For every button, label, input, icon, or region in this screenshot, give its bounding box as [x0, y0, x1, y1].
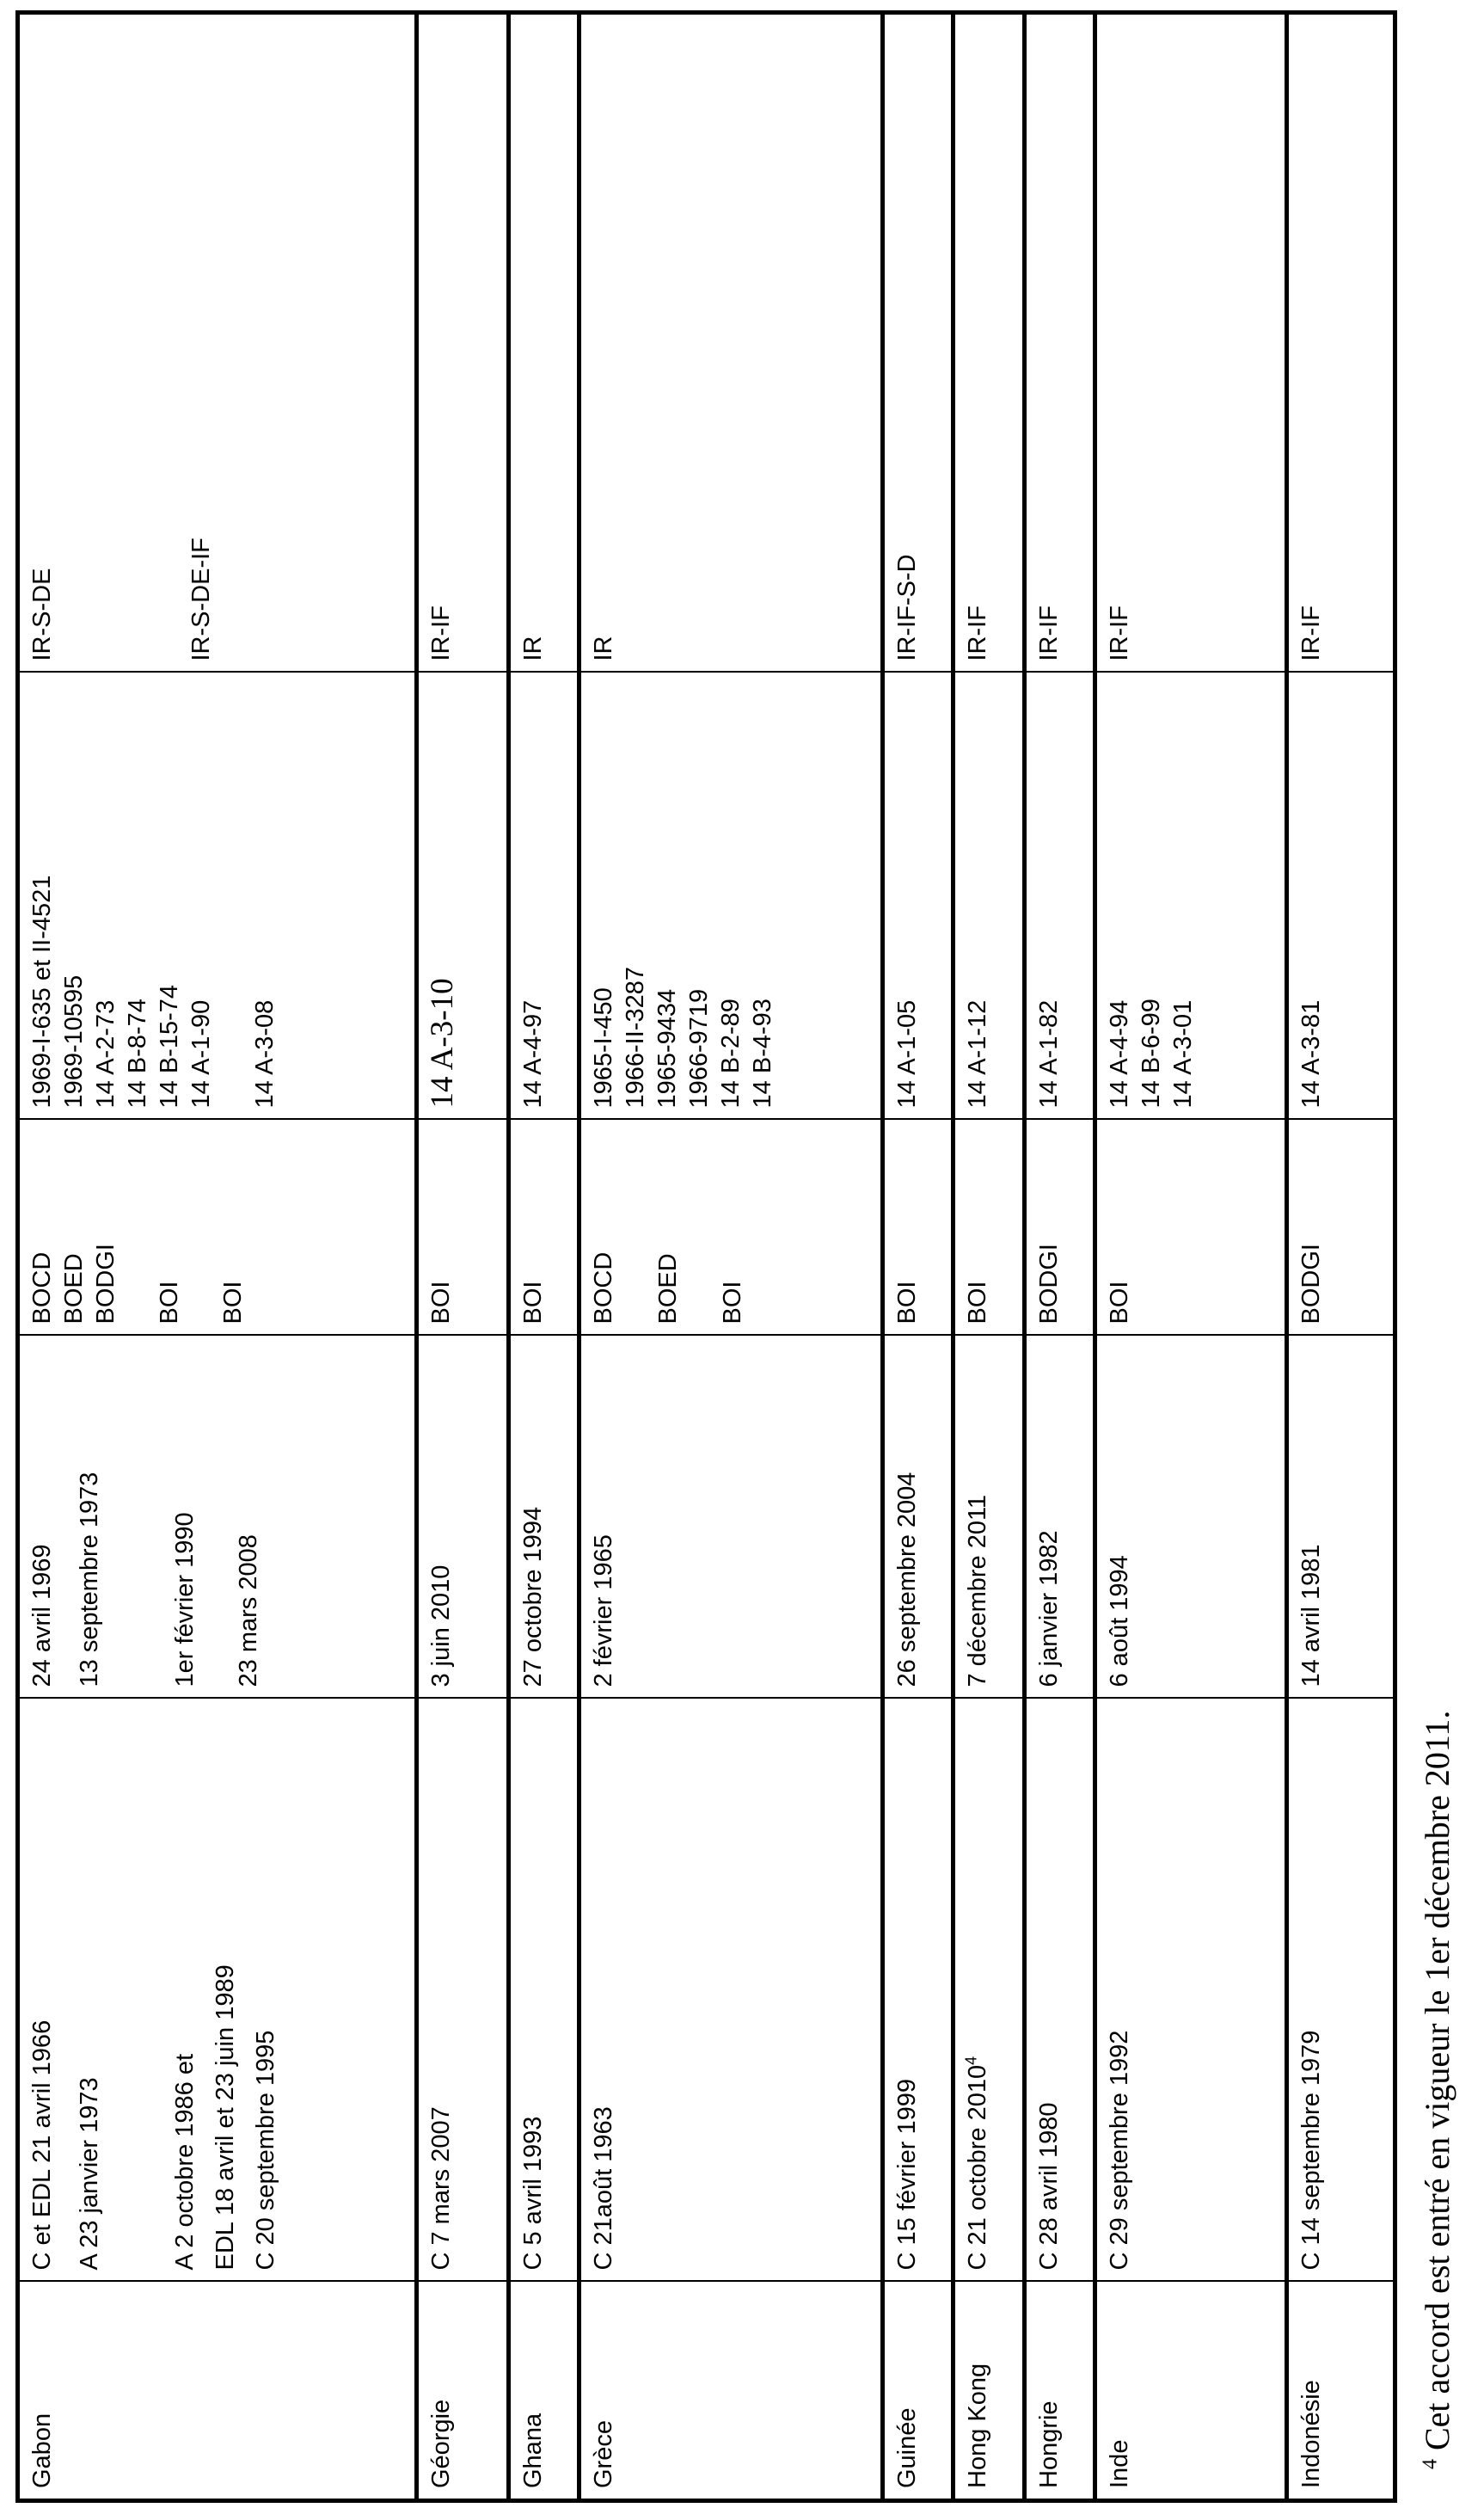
date-cell [508, 1336, 579, 1699]
agreement-cell [954, 1699, 1024, 2282]
country-cell [954, 2282, 1024, 2501]
publication-cell [416, 1120, 508, 1336]
date-cell [1095, 1336, 1286, 1699]
publication-text: BOED [60, 1253, 88, 1325]
tax-text: IR-IF [426, 605, 455, 661]
date-cell [579, 1336, 883, 1699]
agreement-text: C 21août 1963 [589, 2106, 617, 2271]
table-row [883, 13, 954, 2501]
reference-text: 14 A-1-05 [893, 999, 922, 1109]
agreement-text: C 14 septembre 1979 [1297, 2030, 1325, 2271]
tax-text: IR-IF [964, 605, 992, 661]
publication-text: BOI [156, 1281, 183, 1325]
agreement-text: C 29 septembre 1992 [1105, 2030, 1133, 2271]
publication-cell [1286, 1120, 1395, 1336]
tax-cell [416, 13, 508, 673]
tax-text: IR [589, 636, 617, 661]
reference-text: 14 A-1-12 [964, 999, 992, 1109]
country-name: Guinée [893, 2407, 922, 2488]
agreement-text: A 23 janvier 1973 [76, 2077, 103, 2271]
publication-text: BOI [518, 1281, 547, 1325]
agreement-text: C 20 septembre 1995 [252, 2030, 279, 2271]
reference-text: 1965-9434 [653, 988, 681, 1109]
tax-text: IR-S-DE-IF [187, 538, 215, 661]
reference-cell [883, 673, 954, 1120]
reference-text: 14 A-3-01 [1168, 999, 1197, 1109]
publication-text: BODGI [1297, 1244, 1325, 1325]
tax-cell [18, 13, 417, 673]
publication-cell [883, 1120, 954, 1336]
date-cell [954, 1336, 1024, 1699]
country-name: Gabon [28, 2413, 56, 2488]
table-row [416, 13, 508, 2501]
reference-text: 1966-9719 [684, 988, 713, 1109]
publication-text: BOI [964, 1281, 992, 1325]
footnote-text: Cet accord est entré en vigueur le 1er décembre 2011. [1418, 1710, 1456, 2450]
country-cell [579, 2282, 883, 2501]
agreement-text: C 15 février 1999 [893, 2079, 922, 2271]
table-row [1286, 13, 1395, 2501]
publication-text: BOCD [28, 1251, 56, 1325]
reference-cell [954, 673, 1024, 1120]
agreement-text: C 21 octobre 2010 [964, 2064, 992, 2271]
country-name: Géorgie [426, 2399, 455, 2488]
table-row [1095, 13, 1286, 2501]
table-row [18, 13, 417, 2501]
reference-text: 14 A-3-08 [251, 999, 279, 1109]
reference-text: 14 A-2-73 [92, 999, 120, 1109]
reference-text: 1965-I-450 [589, 987, 617, 1109]
tax-text: IR [518, 636, 547, 661]
agreement-cell [1024, 1699, 1095, 2282]
publication-text: BOCD [589, 1251, 617, 1325]
publication-text: BOI [426, 1281, 455, 1325]
publication-cell [579, 1120, 883, 1336]
publication-cell [954, 1120, 1024, 1336]
date-text: 1er février 1990 [171, 1512, 199, 1687]
reference-text: 1969-10595 [60, 974, 88, 1109]
country-cell [1024, 2282, 1095, 2501]
reference-text: 14 A-1-90 [187, 999, 215, 1109]
country-name: Grèce [589, 2420, 617, 2488]
reference-text: 14 B-4-93 [748, 999, 776, 1109]
publication-text: BODGI [92, 1244, 120, 1325]
country-cell [1095, 2282, 1286, 2501]
date-text: 26 septembre 2004 [893, 1472, 922, 1687]
country-name: Indonésie [1297, 2380, 1325, 2488]
date-cell [1286, 1336, 1395, 1699]
agreement-text: C 7 mars 2007 [426, 2106, 455, 2271]
publication-cell [1095, 1120, 1286, 1336]
tax-text: IR-IF-S-D [893, 554, 922, 661]
tax-text: IR-S-DE [28, 568, 56, 661]
tax-cell [1286, 13, 1395, 673]
country-name: Inde [1105, 2439, 1133, 2488]
reference-text: 14 B-2-89 [716, 999, 745, 1109]
date-text: 27 octobre 1994 [518, 1506, 547, 1687]
publication-text: BOI [219, 1281, 247, 1325]
date-cell [18, 1336, 417, 1699]
publication-text: BOED [653, 1253, 682, 1325]
publication-text: BOI [1105, 1281, 1133, 1325]
agreement-text: A 2 octobre 1986 et [171, 2053, 199, 2271]
table-row [508, 13, 579, 2501]
table-row [954, 13, 1024, 2501]
date-text: 13 septembre 1973 [76, 1472, 103, 1687]
agreement-cell [1286, 1699, 1395, 2282]
agreement-text: C 28 avril 1980 [1034, 2102, 1063, 2271]
country-name: Ghana [518, 2413, 547, 2488]
publication-cell [508, 1120, 579, 1336]
table-row [579, 13, 883, 2501]
footnote-mark: 4 [1419, 2459, 1442, 2469]
publication-text: BOI [893, 1281, 922, 1325]
footnote-reference[interactable]: 4 [962, 2056, 980, 2065]
reference-text: 14 A-3-10 [424, 978, 460, 1109]
agreement-cell [508, 1699, 579, 2282]
publication-text: BODGI [1034, 1244, 1063, 1325]
country-name: Hongrie [1034, 2400, 1063, 2488]
tax-cell [579, 13, 883, 673]
publication-text: BOI [718, 1281, 746, 1325]
tax-text: IR-IF [1105, 605, 1133, 661]
reference-text: 1966-II-3287 [621, 967, 649, 1109]
date-text: 14 avril 1981 [1297, 1544, 1325, 1687]
country-cell [508, 2282, 579, 2501]
reference-cell [508, 673, 579, 1120]
country-cell [416, 2282, 508, 2501]
tax-cell [954, 13, 1024, 673]
date-text: 23 mars 2008 [235, 1534, 262, 1687]
reference-text: 14 A-4-97 [518, 999, 547, 1109]
agreement-cell [416, 1699, 508, 2282]
reference-text: 14 A-4-94 [1105, 999, 1133, 1109]
agreement-cell [883, 1699, 954, 2282]
tax-cell [883, 13, 954, 673]
reference-cell [579, 673, 883, 1120]
reference-text: 14 B-6-99 [1137, 999, 1165, 1109]
publication-cell [1024, 1120, 1095, 1336]
tax-text: IR-IF [1297, 605, 1325, 661]
agreement-cell [579, 1699, 883, 2282]
reference-text: 14 A-3-81 [1297, 999, 1325, 1109]
date-text: 6 août 1994 [1105, 1555, 1133, 1687]
agreement-text: EDL 18 avril et 23 juin 1989 [212, 1964, 239, 2271]
publication-cell [18, 1120, 417, 1336]
tax-cell [1024, 13, 1095, 673]
agreement-text: C 5 avril 1993 [518, 2116, 547, 2271]
date-text: 3 juin 2010 [426, 1564, 455, 1687]
tax-treaties-table [15, 10, 1397, 2503]
country-cell [883, 2282, 954, 2501]
reference-text: 14 B-15-74 [156, 985, 183, 1109]
tax-cell [1095, 13, 1286, 673]
footnote [1417, 1711, 1458, 2469]
tax-text: IR-IF [1034, 605, 1063, 661]
agreement-cell [1095, 1699, 1286, 2282]
country-name: Hong Kong [964, 2363, 992, 2488]
date-cell [1024, 1336, 1095, 1699]
country-cell [18, 2282, 417, 2501]
agreement-text: C et EDL 21 avril 1966 [28, 2019, 56, 2271]
date-text: 6 janvier 1982 [1034, 1530, 1063, 1687]
reference-text: 14 B-8-74 [124, 999, 151, 1109]
table-row [1024, 13, 1095, 2501]
country-cell [1286, 2282, 1395, 2501]
tax-cell [508, 13, 579, 673]
reference-cell [416, 673, 508, 1120]
date-cell [416, 1336, 508, 1699]
date-text: 2 février 1965 [589, 1534, 617, 1687]
reference-text: 1969-I-635 et II-4521 [28, 875, 56, 1109]
date-text: 7 décembre 2011 [964, 1494, 992, 1687]
reference-cell [18, 673, 417, 1120]
date-cell [883, 1336, 954, 1699]
reference-cell [1024, 673, 1095, 1120]
reference-cell [1095, 673, 1286, 1120]
agreement-cell [18, 1699, 417, 2282]
reference-text: 14 A-1-82 [1034, 999, 1063, 1109]
reference-cell [1286, 673, 1395, 1120]
date-text: 24 avril 1969 [28, 1544, 56, 1687]
